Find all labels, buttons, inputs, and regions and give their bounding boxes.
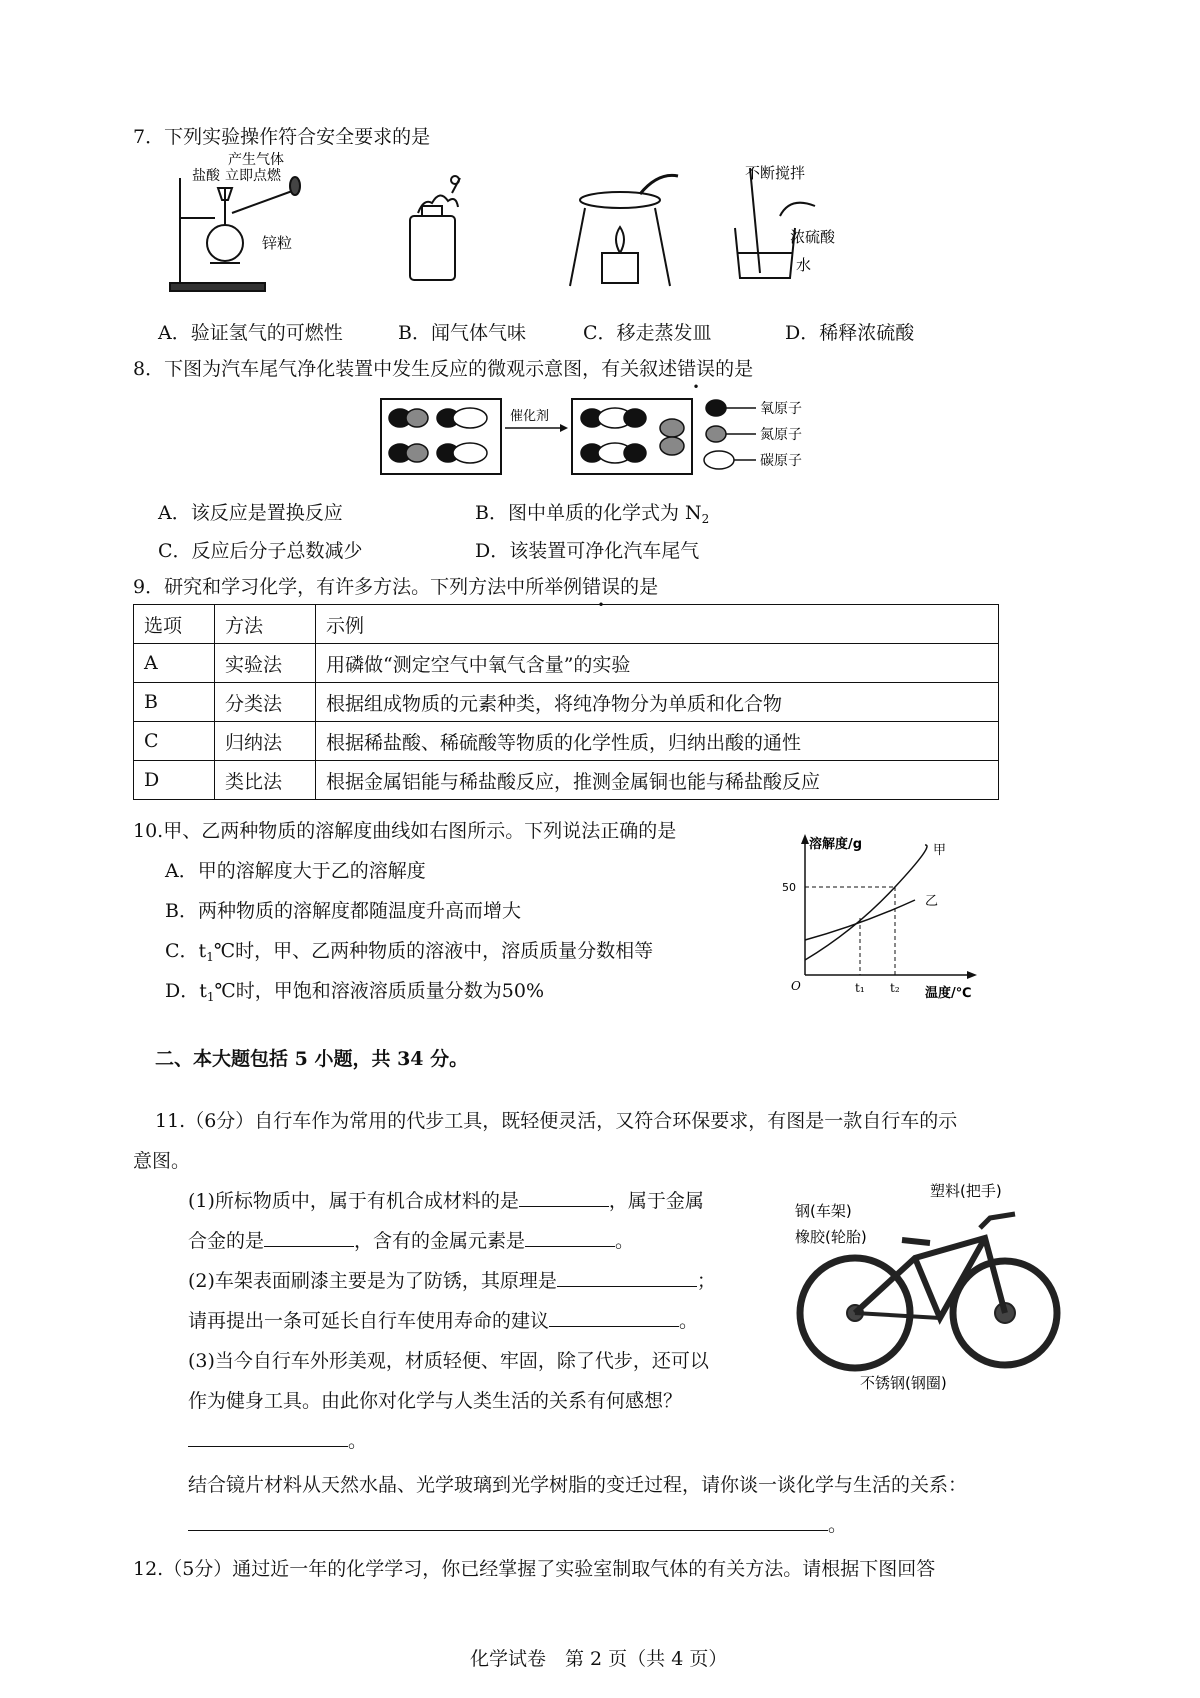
section2-title: 二、本大题包括 5 小题，共 34 分。	[155, 1048, 469, 1070]
solubility-chart	[782, 830, 985, 1001]
table-row: D 类比法 根据金属铝能与稀盐酸反应，推测金属铜也能与稀盐酸反应	[134, 761, 999, 800]
chart-xtick-t1: t₁	[855, 981, 865, 995]
chart-series-label-jia: 甲	[933, 843, 947, 858]
bike-label-handle: 塑料(把手)	[930, 1182, 1002, 1200]
q7-label-zinc: 锌粒	[262, 234, 293, 252]
q11-extra-answer: 。	[188, 1512, 847, 1538]
q12-stem: 12.（5分）通过近一年的化学学习，你已经掌握了实验室制取气体的有关方法。请根据下图回答	[133, 1558, 936, 1580]
q11-part3-line2: 作为健身工具。由此你对化学与人类生活的关系有何感想？	[188, 1390, 683, 1412]
q7-option-d: D．稀释浓硫酸	[785, 322, 915, 344]
q7-figures	[170, 152, 930, 308]
q11-part3-line1: (3)当今自行车外形美观，材质轻便、牢固，除了代步，还可以	[188, 1350, 709, 1372]
chart-origin: O	[791, 979, 801, 993]
q10-option-c: C．$t_1℃$时，甲、乙两种物质的溶液中，溶质质量分数相等	[165, 940, 654, 964]
chart-ytick-50: 50	[782, 881, 796, 894]
chart-ylabel: 溶解度/g	[809, 837, 863, 852]
q11-extra: 结合镜片材料从天然水晶、光学玻璃到光学树脂的变迁过程，请你谈一谈化学与生活的关系：	[188, 1474, 968, 1496]
q7-label-acid-d: 浓硫酸	[790, 228, 836, 246]
q11-part3-answer: 。	[188, 1428, 367, 1454]
table-row: B 分类法 根据组成物质的元素种类，将纯净物分为单质和化合物	[134, 683, 999, 722]
q10-option-d: D．$t_1℃$时，甲饱和溶液溶质质量分数为50%	[165, 980, 545, 1004]
q10-option-b: B．两种物质的溶解度都随温度升高而增大	[165, 900, 521, 922]
q8-option-c: C．反应后分子总数减少	[158, 540, 363, 562]
q11-part1-line2: 合金的是 ，含有的金属元素是 。	[188, 1230, 635, 1252]
q8-legend-oxygen: 氧原子	[760, 401, 802, 417]
bicycle-figure	[790, 1178, 1070, 1398]
table-row: A 实验法 用磷做“测定空气中氧气含量”的实验	[134, 644, 999, 683]
q8-legend-carbon: 碳原子	[760, 453, 802, 469]
q8-option-b: B．图中单质的化学式为 $N_2$	[475, 502, 710, 526]
q10-stem: 10.甲、乙两种物质的溶解度曲线如右图所示。下列说法正确的是	[133, 820, 677, 842]
table-header-row: 选项 方法 示例	[134, 605, 999, 644]
q7-option-a: A．验证氢气的可燃性	[158, 322, 343, 344]
q8-catalyst: 催化剂	[510, 409, 550, 424]
q11-stem-line2: 意图。	[133, 1150, 191, 1172]
chart-xlabel: 温度/℃	[925, 986, 972, 1001]
q7-option-c: C．移走蒸发皿	[583, 322, 712, 344]
q8-option-a: A．该反应是置换反应	[158, 502, 343, 524]
q11-part2-line1: (2)车架表面刷漆主要是为了防锈，其原理是 ；	[188, 1270, 716, 1292]
chart-series-label-yi: 乙	[925, 894, 939, 909]
q7-label-gas: 产生气体	[228, 152, 284, 168]
q8-legend-nitrogen: 氮原子	[760, 427, 802, 443]
q10-option-a: A．甲的溶解度大于乙的溶解度	[165, 860, 426, 882]
q11-stem-line1: 11.（6分）自行车作为常用的代步工具，既轻便灵活，又符合环保要求，有图是一款自行车的示	[155, 1110, 958, 1132]
chart-xtick-t2: t₂	[890, 981, 900, 995]
q7-figure-b	[410, 176, 460, 280]
q7-figure-c	[570, 175, 678, 286]
q7-stem: 7．下列实验操作符合安全要求的是	[133, 126, 431, 148]
table-row: C 归纳法 根据稀盐酸、稀硫酸等物质的化学性质，归纳出酸的通性	[134, 722, 999, 761]
q9-table	[133, 604, 999, 800]
bike-label-frame: 钢(车架)	[795, 1202, 852, 1220]
q11-part2-line2: 请再提出一条可延长自行车使用寿命的建议 。	[188, 1310, 699, 1332]
q11-part1-line1: (1)所标物质中，属于有机合成材料的是 ，属于金属	[188, 1190, 704, 1212]
q7-label-ignite: 立即点燃	[225, 168, 281, 184]
q8-diagram	[380, 396, 860, 486]
q8-stem: 8．下图为汽车尾气净化装置中发生反应的微观示意图，有关叙述错误的是	[133, 358, 754, 380]
page-footer: 化学试卷 第 2 页（共 4 页）	[470, 1648, 728, 1670]
bike-label-rim: 不锈钢(钢圈)	[860, 1374, 947, 1392]
q7-label-stir: 不断搅拌	[745, 164, 806, 182]
bike-label-tire: 橡胶(轮胎)	[795, 1228, 867, 1246]
q8-option-d: D．该装置可净化汽车尾气	[475, 540, 700, 562]
q7-label-water: 水	[796, 256, 812, 274]
q7-option-b: B．闻气体气味	[398, 322, 526, 344]
q9-stem: 9．研究和学习化学，有许多方法。下列方法中所举例错误的是	[133, 576, 659, 598]
q7-label-acid: 盐酸	[192, 168, 220, 184]
